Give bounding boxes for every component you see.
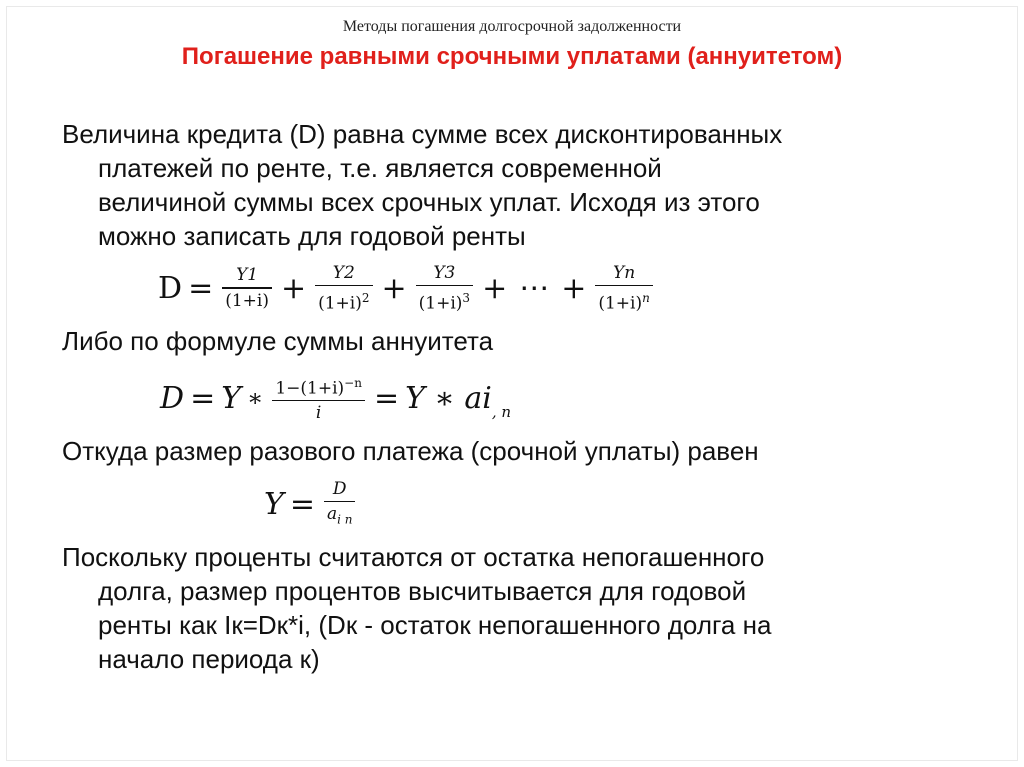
- denominator-exponent: 2: [361, 290, 370, 305]
- denominator-base: (1+i): [225, 290, 269, 311]
- frame-border-top: [6, 6, 1018, 7]
- fraction-numerator: Y2: [332, 262, 355, 283]
- fraction-numerator: Yn: [613, 262, 636, 283]
- paragraph-line: ренты как Iк=Dк*i, (Dк - остаток непогашенного долга на: [98, 610, 772, 640]
- formula-rhs-subscript: , n: [491, 403, 512, 421]
- fraction-bar: [416, 285, 473, 286]
- formula-equals: =: [373, 380, 400, 416]
- formula-equals: =: [289, 486, 315, 522]
- frame-border-left: [6, 6, 7, 761]
- numerator-base: 1−(1+i): [275, 378, 345, 399]
- denominator-base: (1+i): [598, 293, 643, 314]
- denominator-exponent: 3: [462, 290, 471, 305]
- fraction-denominator: [416, 288, 473, 314]
- denominator-exponent: n: [642, 290, 650, 305]
- slide-title: Погашение равными срочными уплатами (аннуитетом): [181, 43, 843, 70]
- fraction-annuity-factor: [272, 373, 365, 424]
- frame-border-right: [1017, 6, 1018, 761]
- fraction-term-1: [222, 265, 272, 310]
- fraction-denominator: [324, 504, 356, 529]
- fraction-payment: [324, 479, 356, 530]
- denominator-subscript: i n: [337, 512, 353, 527]
- denominator-base: (1+i): [418, 293, 463, 314]
- fraction-numerator: D: [332, 478, 347, 499]
- paragraph-line: начало периода к): [98, 644, 320, 674]
- frame-border-bottom: [6, 760, 1018, 761]
- formula-lhs: D: [160, 380, 185, 416]
- paragraph-line: Величина кредита (D) равна сумме всех дисконтированных: [62, 119, 783, 149]
- fraction-denominator: i: [315, 403, 322, 424]
- formula-lhs: D: [158, 270, 183, 306]
- fraction-numerator: [272, 373, 365, 399]
- fraction-denominator: [222, 291, 272, 311]
- paragraph-line: платежей по ренте, т.е. является современной: [98, 153, 662, 183]
- fraction-bar: [222, 287, 272, 288]
- fraction-term-n: [595, 263, 653, 314]
- denominator-base: (1+i): [318, 293, 362, 314]
- formula-ellipsis: ⋯: [519, 270, 550, 306]
- formula-equals: =: [190, 380, 216, 416]
- slide-super-title: Методы погашения долгосрочной задолженности: [342, 18, 682, 35]
- formula-rhs: Y ∗ ai: [405, 380, 492, 416]
- formula-plus: +: [482, 270, 508, 306]
- denominator-base: a: [326, 503, 338, 524]
- numerator-exponent: −n: [344, 375, 362, 390]
- formula-discounted-sum: [158, 258, 656, 318]
- fraction-numerator: Y3: [433, 262, 456, 283]
- formula-plus: +: [381, 270, 407, 306]
- fraction-bar: [324, 501, 356, 502]
- fraction-numerator: Y1: [236, 265, 259, 286]
- paragraph-line: величиной суммы всех срочных уплат. Исходя из этого: [98, 187, 760, 217]
- fraction-bar: [595, 285, 653, 286]
- paragraph-credit-definition: [62, 117, 962, 253]
- paragraph-line: Поскольку проценты считаются от остатка непогашенного: [62, 542, 765, 572]
- fraction-denominator: [315, 288, 372, 314]
- paragraph-single-payment-intro: Откуда размер разового платежа (срочной уплаты) равен: [62, 436, 759, 466]
- formula-plus: +: [280, 270, 307, 306]
- fraction-bar: [315, 285, 372, 286]
- formula-multiply: ∗: [247, 384, 264, 412]
- fraction-term-3: [416, 263, 473, 314]
- formula-plus: +: [561, 270, 587, 306]
- paragraph-line: можно записать для годовой ренты: [98, 221, 526, 251]
- formula-payment-symbol: Y: [221, 380, 242, 416]
- paragraph-annuity-formula-intro: Либо по формуле суммы аннуитета: [62, 326, 494, 356]
- paragraph-interest-calculation: [62, 540, 962, 676]
- formula-annuity-sum: [160, 366, 511, 430]
- formula-payment: [264, 474, 358, 534]
- fraction-term-2: [315, 263, 372, 314]
- fraction-bar: [272, 400, 365, 401]
- paragraph-line: долга, размер процентов высчитывается для годовой: [98, 576, 747, 606]
- formula-lhs: Y: [264, 486, 284, 522]
- fraction-denominator: [595, 288, 653, 314]
- formula-equals: =: [188, 270, 214, 306]
